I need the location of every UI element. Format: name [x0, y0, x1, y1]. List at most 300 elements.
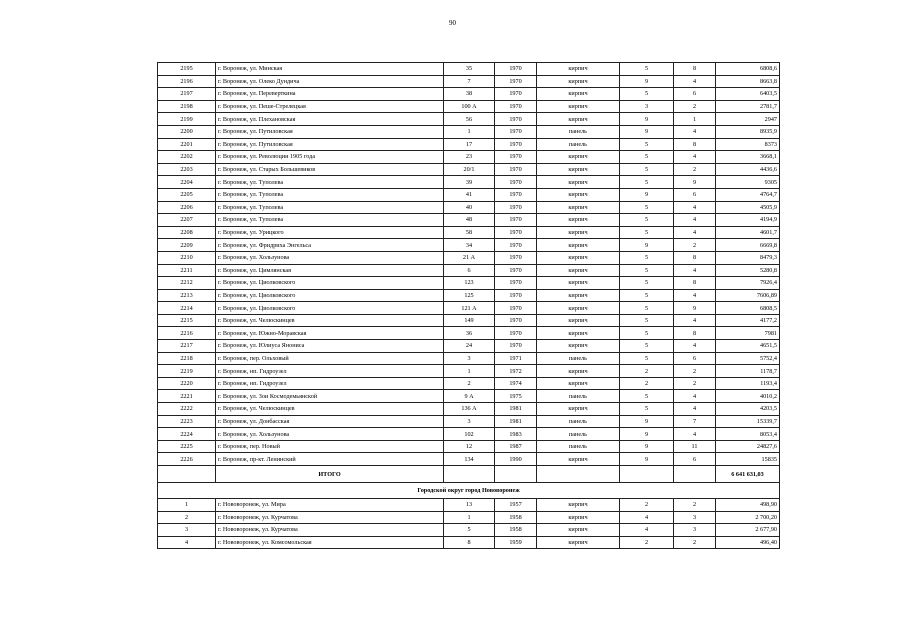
- area-cell: 1193,4: [716, 377, 780, 390]
- entrances-cell: 4: [674, 151, 716, 164]
- house-number-cell: 23: [444, 151, 495, 164]
- table-row: [158, 403, 780, 416]
- floors-cell: 9: [620, 125, 674, 138]
- year-built-cell: 1981: [495, 415, 537, 428]
- floors-cell: 5: [620, 88, 674, 101]
- table-row: [158, 100, 780, 113]
- address-cell: г. Воронеж, ул. Хользунова: [216, 428, 444, 441]
- area-cell: 7606,89: [716, 289, 780, 302]
- total-empty-cell: [674, 466, 716, 483]
- house-number-cell: 35: [444, 63, 495, 76]
- entrances-cell: 7: [674, 415, 716, 428]
- address-cell: г. Воронеж, ул. Плехановская: [216, 113, 444, 126]
- table-row: [158, 251, 780, 264]
- row-number: 2222: [158, 403, 216, 416]
- floors-cell: 9: [620, 113, 674, 126]
- wall-material-cell: кирпич: [537, 251, 620, 264]
- year-built-cell: 1970: [495, 151, 537, 164]
- year-built-cell: 1970: [495, 251, 537, 264]
- table-row: [158, 377, 780, 390]
- table-row: [158, 511, 780, 524]
- table-row: [158, 428, 780, 441]
- row-number: 2224: [158, 428, 216, 441]
- row-number: 2196: [158, 75, 216, 88]
- floors-cell: 5: [620, 390, 674, 403]
- total-section: [158, 466, 780, 499]
- entrances-cell: 2: [674, 239, 716, 252]
- table-row: [158, 415, 780, 428]
- address-cell: г. Воронеж, ул. Минская: [216, 63, 444, 76]
- area-cell: 498,90: [716, 499, 780, 512]
- area-cell: 4651,5: [716, 340, 780, 353]
- year-built-cell: 1970: [495, 340, 537, 353]
- area-cell: 7981: [716, 327, 780, 340]
- floors-cell: 5: [620, 63, 674, 76]
- floors-cell: 9: [620, 453, 674, 466]
- area-cell: 496,40: [716, 536, 780, 549]
- floors-cell: 5: [620, 138, 674, 151]
- house-number-cell: 7: [444, 75, 495, 88]
- address-cell: г. Воронеж, ул. Туполева: [216, 176, 444, 189]
- wall-material-cell: кирпич: [537, 499, 620, 512]
- entrances-cell: 8: [674, 277, 716, 290]
- house-number-cell: 136 А: [444, 403, 495, 416]
- row-number: 1: [158, 499, 216, 512]
- year-built-cell: 1970: [495, 138, 537, 151]
- table-row: [158, 302, 780, 315]
- area-cell: 8373: [716, 138, 780, 151]
- year-built-cell: 1975: [495, 390, 537, 403]
- house-number-cell: 149: [444, 314, 495, 327]
- entrances-cell: 6: [674, 188, 716, 201]
- table-row: [158, 340, 780, 353]
- table-row: [158, 314, 780, 327]
- address-cell: г. Воронеж, ул. Пеше-Стрелецкая: [216, 100, 444, 113]
- entrances-cell: 8: [674, 251, 716, 264]
- address-cell: г. Воронеж, ул. Циолковского: [216, 289, 444, 302]
- rows-voronezh: [158, 63, 780, 466]
- area-cell: 2947: [716, 113, 780, 126]
- entrances-cell: 9: [674, 302, 716, 315]
- entrances-cell: 4: [674, 264, 716, 277]
- area-cell: 2 700,20: [716, 511, 780, 524]
- address-cell: г. Воронеж, ул. Переверткина: [216, 88, 444, 101]
- table-row: [158, 188, 780, 201]
- wall-material-cell: кирпич: [537, 113, 620, 126]
- table-row: [158, 239, 780, 252]
- row-number: 2200: [158, 125, 216, 138]
- floors-cell: 5: [620, 352, 674, 365]
- table-row: [158, 113, 780, 126]
- house-number-cell: 123: [444, 277, 495, 290]
- entrances-cell: 2: [674, 163, 716, 176]
- address-cell: г. Воронеж, ул. Путиловская: [216, 125, 444, 138]
- house-number-cell: 6: [444, 264, 495, 277]
- house-number-cell: 40: [444, 201, 495, 214]
- table-row: [158, 499, 780, 512]
- row-number: 2216: [158, 327, 216, 340]
- address-cell: г. Нововоронеж, ул. Курчатова: [216, 511, 444, 524]
- house-number-cell: 39: [444, 176, 495, 189]
- house-number-cell: 56: [444, 113, 495, 126]
- floors-cell: 5: [620, 251, 674, 264]
- area-cell: 15339,7: [716, 415, 780, 428]
- area-cell: 4010,2: [716, 390, 780, 403]
- area-cell: 6669,8: [716, 239, 780, 252]
- house-number-cell: 3: [444, 415, 495, 428]
- row-number: 2217: [158, 340, 216, 353]
- floors-cell: 9: [620, 415, 674, 428]
- entrances-cell: 4: [674, 390, 716, 403]
- table-row: [158, 453, 780, 466]
- wall-material-cell: кирпич: [537, 151, 620, 164]
- wall-material-cell: панель: [537, 415, 620, 428]
- entrances-cell: 4: [674, 314, 716, 327]
- row-number: 2205: [158, 188, 216, 201]
- table-row: [158, 524, 780, 537]
- year-built-cell: 1987: [495, 440, 537, 453]
- floors-cell: 9: [620, 188, 674, 201]
- floors-cell: 5: [620, 201, 674, 214]
- address-cell: г. Воронеж, ул. Хользунова: [216, 251, 444, 264]
- area-cell: 24827,6: [716, 440, 780, 453]
- row-number: 2213: [158, 289, 216, 302]
- floors-cell: 2: [620, 536, 674, 549]
- table-row: [158, 201, 780, 214]
- area-cell: 4601,7: [716, 226, 780, 239]
- total-label: ИТОГО: [216, 466, 444, 483]
- year-built-cell: 1970: [495, 100, 537, 113]
- area-cell: 4436,6: [716, 163, 780, 176]
- address-cell: г. Воронеж, ул. Южно-Моравская: [216, 327, 444, 340]
- table-row: [158, 176, 780, 189]
- house-number-cell: 24: [444, 340, 495, 353]
- address-cell: г. Нововоронеж, ул. Курчатова: [216, 524, 444, 537]
- area-cell: 3668,1: [716, 151, 780, 164]
- entrances-cell: 8: [674, 327, 716, 340]
- house-number-cell: 1: [444, 511, 495, 524]
- table-row: [158, 440, 780, 453]
- area-cell: 6808,6: [716, 63, 780, 76]
- address-cell: г. Воронеж, ул. Туполева: [216, 201, 444, 214]
- house-number-cell: 38: [444, 88, 495, 101]
- row-number: 2197: [158, 88, 216, 101]
- wall-material-cell: кирпич: [537, 365, 620, 378]
- year-built-cell: 1971: [495, 352, 537, 365]
- year-built-cell: 1959: [495, 536, 537, 549]
- floors-cell: 5: [620, 277, 674, 290]
- year-built-cell: 1970: [495, 176, 537, 189]
- floors-cell: 5: [620, 214, 674, 227]
- row-number: 2211: [158, 264, 216, 277]
- table-row: [158, 214, 780, 227]
- entrances-cell: 6: [674, 352, 716, 365]
- wall-material-cell: кирпич: [537, 75, 620, 88]
- entrances-cell: 2: [674, 100, 716, 113]
- area-cell: 1178,7: [716, 365, 780, 378]
- address-cell: г. Воронеж, ул. Старых Большевиков: [216, 163, 444, 176]
- address-cell: г. Воронеж, ул. Фридриха Энгельса: [216, 239, 444, 252]
- house-number-cell: 121 А: [444, 302, 495, 315]
- year-built-cell: 1970: [495, 63, 537, 76]
- entrances-cell: 4: [674, 201, 716, 214]
- house-number-cell: 34: [444, 239, 495, 252]
- wall-material-cell: панель: [537, 352, 620, 365]
- entrances-cell: 11: [674, 440, 716, 453]
- row-number: 2214: [158, 302, 216, 315]
- entrances-cell: 4: [674, 226, 716, 239]
- house-number-cell: 21 А: [444, 251, 495, 264]
- address-cell: г. Воронеж, пер. Новый: [216, 440, 444, 453]
- area-cell: 9305: [716, 176, 780, 189]
- year-built-cell: 1970: [495, 289, 537, 302]
- entrances-cell: 2: [674, 499, 716, 512]
- area-cell: 8935,9: [716, 125, 780, 138]
- wall-material-cell: кирпич: [537, 226, 620, 239]
- wall-material-cell: кирпич: [537, 511, 620, 524]
- floors-cell: 4: [620, 524, 674, 537]
- floors-cell: 9: [620, 75, 674, 88]
- row-number: 2203: [158, 163, 216, 176]
- wall-material-cell: панель: [537, 428, 620, 441]
- wall-material-cell: панель: [537, 440, 620, 453]
- entrances-cell: 6: [674, 453, 716, 466]
- house-number-cell: 41: [444, 188, 495, 201]
- table-row: [158, 390, 780, 403]
- house-number-cell: 1: [444, 125, 495, 138]
- area-cell: 4203,5: [716, 403, 780, 416]
- address-cell: г. Воронеж, пер. Ольховый: [216, 352, 444, 365]
- floors-cell: 5: [620, 302, 674, 315]
- wall-material-cell: кирпич: [537, 302, 620, 315]
- row-number: 2221: [158, 390, 216, 403]
- address-cell: г. Воронеж, ул. Челюскинцев: [216, 314, 444, 327]
- address-cell: г. Воронеж, ул. Донбасская: [216, 415, 444, 428]
- wall-material-cell: кирпич: [537, 327, 620, 340]
- entrances-cell: 4: [674, 403, 716, 416]
- year-built-cell: 1970: [495, 214, 537, 227]
- address-cell: г. Воронеж, ул. Циолковского: [216, 302, 444, 315]
- year-built-cell: 1958: [495, 524, 537, 537]
- area-cell: 4505,9: [716, 201, 780, 214]
- row-number: 2198: [158, 100, 216, 113]
- page-number: 90: [449, 19, 456, 27]
- area-cell: 2781,7: [716, 100, 780, 113]
- area-cell: 8479,3: [716, 251, 780, 264]
- table-row: [158, 289, 780, 302]
- address-cell: г. Воронеж, ул. Челюскинцев: [216, 403, 444, 416]
- wall-material-cell: кирпич: [537, 264, 620, 277]
- wall-material-cell: кирпич: [537, 289, 620, 302]
- entrances-cell: 9: [674, 176, 716, 189]
- row-number: 2207: [158, 214, 216, 227]
- address-cell: г. Воронеж, нп. Гидроузел: [216, 377, 444, 390]
- house-number-cell: 125: [444, 289, 495, 302]
- wall-material-cell: панель: [537, 125, 620, 138]
- table-row: [158, 277, 780, 290]
- year-built-cell: 1970: [495, 75, 537, 88]
- table-row: [158, 163, 780, 176]
- table-row: [158, 264, 780, 277]
- row-number: 2206: [158, 201, 216, 214]
- entrances-cell: 6: [674, 88, 716, 101]
- address-cell: г. Воронеж, ул. Юлиуса Янониса: [216, 340, 444, 353]
- row-number: 2210: [158, 251, 216, 264]
- year-built-cell: 1970: [495, 125, 537, 138]
- table-row: [158, 352, 780, 365]
- house-number-cell: 48: [444, 214, 495, 227]
- address-cell: г. Воронеж, ул. Туполева: [216, 188, 444, 201]
- entrances-cell: 4: [674, 125, 716, 138]
- wall-material-cell: кирпич: [537, 536, 620, 549]
- table-row: [158, 75, 780, 88]
- wall-material-cell: кирпич: [537, 100, 620, 113]
- floors-cell: 9: [620, 428, 674, 441]
- floors-cell: 5: [620, 264, 674, 277]
- floors-cell: 5: [620, 340, 674, 353]
- year-built-cell: 1990: [495, 453, 537, 466]
- house-number-cell: 9 А: [444, 390, 495, 403]
- row-number: 2215: [158, 314, 216, 327]
- row-number: 2195: [158, 63, 216, 76]
- year-built-cell: 1970: [495, 277, 537, 290]
- year-built-cell: 1970: [495, 314, 537, 327]
- house-number-cell: 58: [444, 226, 495, 239]
- area-cell: 6403,5: [716, 88, 780, 101]
- area-cell: 2 677,90: [716, 524, 780, 537]
- address-cell: г. Воронеж, ул. Туполева: [216, 214, 444, 227]
- entrances-cell: 2: [674, 536, 716, 549]
- year-built-cell: 1970: [495, 163, 537, 176]
- area-cell: 15835: [716, 453, 780, 466]
- house-number-cell: 2: [444, 377, 495, 390]
- house-number-cell: 36: [444, 327, 495, 340]
- address-cell: г. Нововоронеж, ул. Мира: [216, 499, 444, 512]
- floors-cell: 3: [620, 100, 674, 113]
- floors-cell: 9: [620, 239, 674, 252]
- year-built-cell: 1970: [495, 302, 537, 315]
- total-row: [158, 466, 780, 483]
- entrances-cell: 2: [674, 377, 716, 390]
- year-built-cell: 1972: [495, 365, 537, 378]
- area-cell: 8663,8: [716, 75, 780, 88]
- table-row: [158, 536, 780, 549]
- house-number-cell: 1: [444, 365, 495, 378]
- entrances-cell: 1: [674, 113, 716, 126]
- wall-material-cell: кирпич: [537, 403, 620, 416]
- area-cell: 5752,4: [716, 352, 780, 365]
- floors-cell: 5: [620, 226, 674, 239]
- entrances-cell: 8: [674, 138, 716, 151]
- year-built-cell: 1970: [495, 113, 537, 126]
- house-number-cell: 12: [444, 440, 495, 453]
- year-built-cell: 1970: [495, 226, 537, 239]
- row-number: 4: [158, 536, 216, 549]
- year-built-cell: 1983: [495, 428, 537, 441]
- table-row: [158, 151, 780, 164]
- total-area: 6 641 631,03: [716, 466, 780, 483]
- row-number: 2220: [158, 377, 216, 390]
- entrances-cell: 4: [674, 75, 716, 88]
- wall-material-cell: кирпич: [537, 377, 620, 390]
- address-cell: г. Воронеж, пр-кт. Ленинский: [216, 453, 444, 466]
- entrances-cell: 3: [674, 524, 716, 537]
- year-built-cell: 1970: [495, 188, 537, 201]
- floors-cell: 5: [620, 163, 674, 176]
- wall-material-cell: кирпич: [537, 88, 620, 101]
- row-number: 2209: [158, 239, 216, 252]
- row-number: 2226: [158, 453, 216, 466]
- row-number: 2225: [158, 440, 216, 453]
- floors-cell: 4: [620, 511, 674, 524]
- address-cell: г. Воронеж, ул. Урицкого: [216, 226, 444, 239]
- row-number: 2201: [158, 138, 216, 151]
- row-number: 2208: [158, 226, 216, 239]
- row-number: 2223: [158, 415, 216, 428]
- year-built-cell: 1957: [495, 499, 537, 512]
- floors-cell: 5: [620, 403, 674, 416]
- wall-material-cell: кирпич: [537, 214, 620, 227]
- floors-cell: 2: [620, 377, 674, 390]
- total-empty-cell: [537, 466, 620, 483]
- area-cell: 4194,9: [716, 214, 780, 227]
- row-number: 3: [158, 524, 216, 537]
- entrances-cell: 3: [674, 511, 716, 524]
- area-cell: 4177,2: [716, 314, 780, 327]
- section-title: Городской округ город Нововоронеж: [158, 483, 780, 499]
- year-built-cell: 1981: [495, 403, 537, 416]
- floors-cell: 5: [620, 176, 674, 189]
- wall-material-cell: панель: [537, 390, 620, 403]
- house-number-cell: 8: [444, 536, 495, 549]
- area-cell: 8053,4: [716, 428, 780, 441]
- row-number: 2199: [158, 113, 216, 126]
- table-row: [158, 125, 780, 138]
- entrances-cell: 4: [674, 289, 716, 302]
- entrances-cell: 2: [674, 365, 716, 378]
- house-number-cell: 134: [444, 453, 495, 466]
- floors-cell: 2: [620, 365, 674, 378]
- year-built-cell: 1970: [495, 239, 537, 252]
- table-row: [158, 327, 780, 340]
- entrances-cell: 4: [674, 428, 716, 441]
- year-built-cell: 1970: [495, 88, 537, 101]
- address-cell: г. Воронеж, ул. Зои Космодемьянской: [216, 390, 444, 403]
- address-cell: г. Воронеж, ул. Олеко Дундича: [216, 75, 444, 88]
- row-number: 2218: [158, 352, 216, 365]
- entrances-cell: 8: [674, 63, 716, 76]
- wall-material-cell: кирпич: [537, 63, 620, 76]
- wall-material-cell: кирпич: [537, 163, 620, 176]
- house-number-cell: 102: [444, 428, 495, 441]
- year-built-cell: 1958: [495, 511, 537, 524]
- table-row: [158, 138, 780, 151]
- total-empty-cell: [620, 466, 674, 483]
- floors-cell: 5: [620, 327, 674, 340]
- house-number-cell: 5: [444, 524, 495, 537]
- total-empty-cell: [158, 466, 216, 483]
- table-row: [158, 365, 780, 378]
- floors-cell: 5: [620, 151, 674, 164]
- rows-novovoronezh: [158, 499, 780, 549]
- area-cell: 7926,4: [716, 277, 780, 290]
- floors-cell: 2: [620, 499, 674, 512]
- house-number-cell: 20/1: [444, 163, 495, 176]
- total-empty-cell: [444, 466, 495, 483]
- year-built-cell: 1970: [495, 201, 537, 214]
- total-empty-cell: [495, 466, 537, 483]
- floors-cell: 5: [620, 314, 674, 327]
